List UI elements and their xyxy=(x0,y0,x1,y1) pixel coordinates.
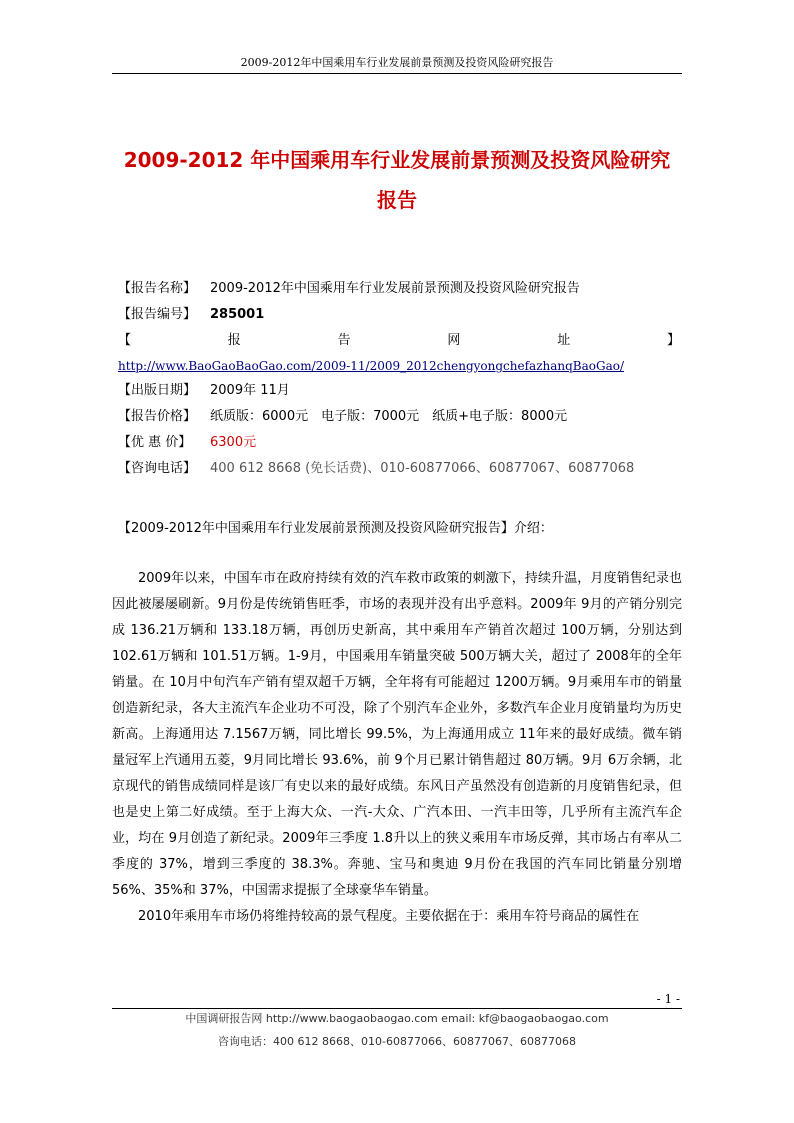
report-name-value: 2009-2012年中国乘用车行业发展前景预测及投资风险研究报告 xyxy=(210,281,580,296)
running-header: 2009-2012年中国乘用车行业发展前景预测及投资风险研究报告 xyxy=(240,56,554,69)
report-number-value: 285001 xyxy=(210,307,265,322)
meta-report-number xyxy=(118,302,680,328)
footer-phone-line: 咨询电话：400 612 8668、010-60877066、60877067、60877068 xyxy=(218,1035,576,1048)
title-line-1: 2009-2012 年中国乘用车行业发展前景预测及投资风险研究 xyxy=(123,148,671,172)
url-label-char: 网 xyxy=(447,333,461,348)
phone-label: 【咨询电话】 xyxy=(118,461,197,476)
price-value: 纸质版：6000元 电子版：7000元 纸质+电子版：8000元 xyxy=(210,409,568,424)
url-label-char: 址 xyxy=(557,333,571,348)
meta-url-label xyxy=(118,328,680,354)
intro-heading: 【2009-2012年中国乘用车行业发展前景预测及投资风险研究报告】介绍： xyxy=(118,521,553,536)
url-label-char: 报 xyxy=(227,333,241,348)
phone-value: 400 612 8668 (免长话费)、010-60877066、60877067、60877068 xyxy=(210,461,635,476)
document-title xyxy=(112,140,682,220)
url-label-char: 】 xyxy=(666,333,680,348)
footer-divider xyxy=(112,1008,682,1009)
meta-discount xyxy=(118,430,680,456)
price-label: 【报告价格】 xyxy=(118,409,197,424)
paragraph: 2010年乘用车市场仍将维持较高的景气程度。主要依据在于：乘用车符号商品的属性在 xyxy=(138,909,640,924)
footer-site-line: 中国调研报告网 http://www.baogaobaogao.com email: kf@baogaobaogao.com xyxy=(185,1012,609,1025)
page-number: - 1 - xyxy=(656,992,680,1006)
report-name-label: 【报告名称】 xyxy=(118,281,197,296)
url-label-char: 【 xyxy=(118,333,132,348)
report-url-link[interactable]: http://www.BaoGaoBaoGao.com/2009-11/2009_2012chengyongchefazhanqBaoGao/ xyxy=(118,359,625,373)
title-line-2: 报告 xyxy=(377,188,417,212)
meta-pub-date xyxy=(118,378,680,404)
meta-phone xyxy=(118,456,680,482)
meta-report-name xyxy=(118,276,680,302)
pub-date-label: 【出版日期】 xyxy=(118,383,197,398)
discount-label: 【优 惠 价】 xyxy=(118,435,192,450)
discount-value: 6300元 xyxy=(210,435,257,450)
pub-date-value: 2009年 11月 xyxy=(210,383,290,398)
header-divider xyxy=(112,73,682,74)
report-metadata xyxy=(118,276,680,482)
paragraph: 2009年以来，中国车市在政府持续有效的汽车救市政策的刺激下，持续升温，月度销售纪录也因此被屡屡刷新。9月份是传统销售旺季，市场的表现并没有出乎意料。2009年 9月的产销分别完成 136.21万辆和 133.18万辆，再创历史新高，其中乘用车产销首次超过 100万辆，分别达到 102.61万辆和 101.51万辆。1-9月，中国乘用车销量突破 500万辆大关，超过了 2008年的全年销量。在 10月中旬汽车产销有望双超千万辆，全年将有可能超过 1200万辆。9月乘用车市的销量创造新纪录，各大主流汽车企业功不可没，除了个别汽车企业外，多数汽车企业月度销量均为历史新高。上海通用达 7.1567万辆，同比增长 99.5%，为上海通用成立 11年来的最好成绩。微车销量冠军上汽通用五菱，9月同比增长 93.6%，前 9个月已累计销售超过 80万辆。9月 6万余辆，北京现代的销售成绩同样是该厂有史以来的最好成绩。东风日产虽然没有创造新的月度销售纪录，但也是史上第二好成绩。至于上海大众、一汽-大众、广汽本田、一汽丰田等，几乎所有主流汽车企业，均在 9月创造了新纪录。2009年三季度 1.8升以上的狭义乘用车市场反弹，其市场占有率从二季度的 37%，增到三季度的 38.3%。奔驰、宝马和奥迪 9月份在我国的汽车同比销量分别增 56%、35%和 37%，中国需求提振了全球豪华车销量。 xyxy=(112,571,682,898)
url-label-char: 告 xyxy=(337,333,351,348)
meta-price xyxy=(118,404,680,430)
report-number-label: 【报告编号】 xyxy=(118,307,197,322)
body-text xyxy=(112,566,682,930)
